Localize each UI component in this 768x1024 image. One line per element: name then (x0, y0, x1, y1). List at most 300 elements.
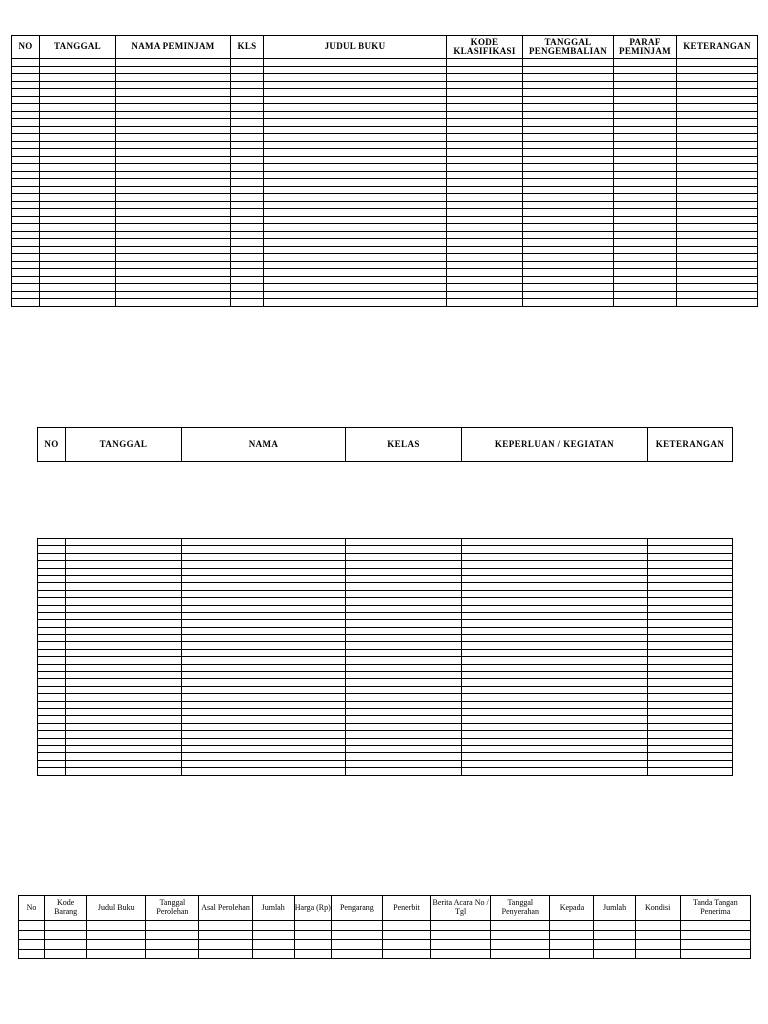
blank-entry-cell (331, 940, 382, 950)
blank-entry-cell (346, 745, 462, 752)
blank-entry-cell (116, 179, 231, 187)
blank-entry-cell (264, 194, 447, 202)
blank-entry-cell (491, 921, 550, 931)
blank-entry-cell (38, 672, 66, 679)
blank-entry-cell (680, 921, 750, 931)
blank-entry-cell (38, 561, 66, 568)
inventory-header-cell: Kepada (550, 896, 594, 921)
blank-entry-cell (182, 620, 346, 627)
blank-entry-cell (447, 269, 523, 277)
blank-entry-cell (431, 949, 491, 959)
blank-entry-cell (38, 553, 66, 560)
visit-log-row (38, 723, 733, 730)
blank-entry-cell (40, 239, 116, 247)
blank-entry-cell (648, 701, 733, 708)
blank-entry-cell (346, 731, 462, 738)
blank-entry-cell (40, 194, 116, 202)
blank-entry-cell (447, 119, 523, 127)
blank-entry-cell (40, 186, 116, 194)
blank-entry-cell (462, 694, 648, 701)
blank-entry-cell (38, 731, 66, 738)
visit-log-row (38, 760, 733, 767)
blank-entry-cell (231, 231, 264, 239)
blank-entry-cell (677, 179, 758, 187)
blank-entry-cell (677, 276, 758, 284)
blank-entry-cell (87, 930, 146, 940)
blank-entry-cell (346, 561, 462, 568)
blank-entry-cell (648, 753, 733, 760)
blank-entry-cell (12, 171, 40, 179)
blank-entry-cell (116, 269, 231, 277)
blank-entry-cell (648, 642, 733, 649)
blank-entry-cell (677, 156, 758, 164)
blank-entry-cell (614, 239, 677, 247)
blank-entry-cell (594, 921, 635, 931)
blank-entry-cell (677, 66, 758, 74)
loan-header-cell: JUDUL BUKU (264, 36, 447, 59)
blank-entry-cell (462, 753, 648, 760)
blank-entry-cell (523, 134, 614, 142)
blank-entry-cell (66, 723, 182, 730)
blank-entry-cell (523, 104, 614, 112)
blank-entry-cell (677, 89, 758, 97)
blank-entry-cell (294, 930, 331, 940)
blank-entry-cell (66, 553, 182, 560)
blank-entry-cell (231, 254, 264, 262)
blank-entry-cell (38, 575, 66, 582)
blank-entry-cell (38, 649, 66, 656)
blank-entry-cell (182, 590, 346, 597)
blank-entry-cell (523, 216, 614, 224)
blank-entry-cell (462, 760, 648, 767)
blank-entry-cell (40, 269, 116, 277)
blank-entry-cell (523, 231, 614, 239)
blank-entry-cell (346, 546, 462, 553)
loan-register-row (12, 269, 758, 277)
visit-log-row (38, 620, 733, 627)
blank-entry-cell (346, 716, 462, 723)
blank-entry-cell (252, 940, 294, 950)
blank-entry-cell (614, 74, 677, 82)
visit-log-row (38, 561, 733, 568)
blank-entry-cell (523, 261, 614, 269)
blank-entry-cell (614, 224, 677, 232)
visit-log-row (38, 583, 733, 590)
blank-entry-cell (40, 276, 116, 284)
blank-entry-cell (182, 686, 346, 693)
blank-entry-cell (40, 299, 116, 307)
blank-entry-cell (66, 708, 182, 715)
blank-entry-cell (264, 284, 447, 292)
loan-register-body (12, 59, 758, 307)
blank-entry-cell (614, 66, 677, 74)
visit-log-row (38, 731, 733, 738)
loan-header-cell: TANGGAL PENGEMBALIAN (523, 36, 614, 59)
loan-header-cell: KLS (231, 36, 264, 59)
blank-entry-cell (614, 261, 677, 269)
blank-entry-cell (382, 921, 430, 931)
blank-entry-cell (38, 612, 66, 619)
blank-entry-cell (264, 96, 447, 104)
blank-entry-cell (264, 134, 447, 142)
blank-entry-cell (264, 201, 447, 209)
blank-entry-cell (346, 738, 462, 745)
blank-entry-cell (231, 111, 264, 119)
blank-entry-cell (231, 246, 264, 254)
blank-entry-cell (182, 723, 346, 730)
loan-register-row (12, 141, 758, 149)
blank-entry-cell (462, 701, 648, 708)
blank-entry-cell (614, 246, 677, 254)
blank-entry-cell (66, 583, 182, 590)
blank-entry-cell (231, 194, 264, 202)
blank-entry-cell (264, 246, 447, 254)
blank-entry-cell (66, 546, 182, 553)
blank-entry-cell (116, 171, 231, 179)
blank-entry-cell (66, 657, 182, 664)
blank-entry-cell (66, 539, 182, 546)
blank-entry-cell (12, 164, 40, 172)
inventory-header-cell: Tanggal Perolehan (146, 896, 199, 921)
blank-entry-cell (40, 141, 116, 149)
blank-entry-cell (182, 664, 346, 671)
blank-entry-cell (182, 612, 346, 619)
blank-entry-cell (12, 81, 40, 89)
inventory-header-cell: Jumlah (594, 896, 635, 921)
blank-entry-cell (116, 284, 231, 292)
blank-entry-cell (66, 672, 182, 679)
blank-entry-cell (231, 59, 264, 67)
blank-entry-cell (231, 126, 264, 134)
blank-entry-cell (346, 568, 462, 575)
blank-entry-cell (346, 686, 462, 693)
blank-entry-cell (182, 701, 346, 708)
blank-entry-cell (66, 635, 182, 642)
blank-entry-cell (12, 149, 40, 157)
blank-entry-cell (231, 224, 264, 232)
blank-entry-cell (447, 224, 523, 232)
blank-entry-cell (491, 930, 550, 940)
blank-entry-cell (116, 164, 231, 172)
blank-entry-cell (523, 179, 614, 187)
blank-entry-cell (677, 126, 758, 134)
blank-entry-cell (462, 716, 648, 723)
loan-register-row (12, 186, 758, 194)
blank-entry-cell (462, 575, 648, 582)
blank-entry-cell (447, 134, 523, 142)
blank-entry-cell (294, 921, 331, 931)
blank-entry-cell (462, 612, 648, 619)
blank-entry-cell (182, 672, 346, 679)
blank-entry-cell (648, 657, 733, 664)
blank-entry-cell (116, 216, 231, 224)
blank-entry-cell (648, 546, 733, 553)
visit-log-row (38, 768, 733, 775)
blank-entry-cell (594, 949, 635, 959)
blank-entry-cell (382, 940, 430, 950)
blank-entry-cell (294, 949, 331, 959)
blank-entry-cell (45, 940, 87, 950)
blank-entry-cell (523, 59, 614, 67)
blank-entry-cell (66, 701, 182, 708)
blank-entry-cell (462, 686, 648, 693)
inventory-header-cell: Pengarang (331, 896, 382, 921)
blank-entry-cell (146, 940, 199, 950)
blank-entry-cell (231, 119, 264, 127)
blank-entry-cell (447, 96, 523, 104)
blank-entry-cell (264, 216, 447, 224)
blank-entry-cell (231, 141, 264, 149)
blank-entry-cell (231, 291, 264, 299)
blank-entry-cell (12, 111, 40, 119)
blank-entry-cell (231, 81, 264, 89)
inventory-header-cell: Tanda Tangan Penerima (680, 896, 750, 921)
blank-entry-cell (66, 745, 182, 752)
blank-entry-cell (12, 141, 40, 149)
blank-entry-cell (66, 590, 182, 597)
visit-header-cell: KETERANGAN (648, 428, 733, 462)
blank-entry-cell (116, 224, 231, 232)
blank-entry-cell (116, 209, 231, 217)
blank-entry-cell (523, 284, 614, 292)
blank-entry-cell (12, 96, 40, 104)
blank-entry-cell (12, 104, 40, 112)
blank-entry-cell (264, 299, 447, 307)
blank-entry-cell (12, 291, 40, 299)
blank-entry-cell (66, 642, 182, 649)
blank-entry-cell (116, 74, 231, 82)
blank-entry-cell (182, 694, 346, 701)
blank-entry-cell (447, 156, 523, 164)
inventory-header-cell: Jumlah (252, 896, 294, 921)
blank-entry-cell (346, 598, 462, 605)
blank-entry-cell (264, 104, 447, 112)
blank-entry-cell (38, 694, 66, 701)
loan-register-row (12, 74, 758, 82)
loan-register-header-row (12, 36, 758, 59)
blank-entry-cell (635, 949, 680, 959)
blank-entry-cell (523, 299, 614, 307)
blank-entry-cell (146, 930, 199, 940)
blank-entry-cell (264, 74, 447, 82)
blank-entry-cell (231, 134, 264, 142)
blank-entry-cell (614, 254, 677, 262)
blank-entry-cell (462, 590, 648, 597)
blank-entry-cell (447, 291, 523, 299)
blank-entry-cell (462, 708, 648, 715)
blank-entry-cell (231, 186, 264, 194)
blank-entry-cell (40, 231, 116, 239)
blank-entry-cell (462, 561, 648, 568)
inventory-row (19, 949, 751, 959)
blank-entry-cell (462, 745, 648, 752)
blank-entry-cell (346, 664, 462, 671)
blank-entry-cell (648, 686, 733, 693)
blank-entry-cell (38, 701, 66, 708)
blank-entry-cell (40, 164, 116, 172)
visit-log-row (38, 716, 733, 723)
blank-entry-cell (462, 583, 648, 590)
blank-entry-cell (182, 716, 346, 723)
blank-entry-cell (66, 620, 182, 627)
blank-entry-cell (40, 201, 116, 209)
blank-entry-cell (40, 246, 116, 254)
blank-entry-cell (677, 186, 758, 194)
blank-entry-cell (264, 239, 447, 247)
blank-entry-cell (550, 940, 594, 950)
blank-entry-cell (431, 940, 491, 950)
blank-entry-cell (66, 760, 182, 767)
inventory-header-cell: No (19, 896, 45, 921)
visit-log-row (38, 598, 733, 605)
blank-entry-cell (231, 299, 264, 307)
blank-entry-cell (447, 89, 523, 97)
blank-entry-cell (523, 201, 614, 209)
blank-entry-cell (231, 284, 264, 292)
blank-entry-cell (462, 664, 648, 671)
blank-entry-cell (462, 635, 648, 642)
blank-entry-cell (462, 546, 648, 553)
blank-entry-cell (677, 81, 758, 89)
blank-entry-cell (231, 171, 264, 179)
blank-entry-cell (38, 598, 66, 605)
blank-entry-cell (38, 620, 66, 627)
blank-entry-cell (648, 760, 733, 767)
blank-entry-cell (264, 269, 447, 277)
inventory-header-cell: Judul Buku (87, 896, 146, 921)
blank-entry-cell (66, 575, 182, 582)
blank-entry-cell (12, 119, 40, 127)
visit-log-row (38, 568, 733, 575)
blank-entry-cell (12, 276, 40, 284)
blank-entry-cell (38, 539, 66, 546)
blank-entry-cell (40, 171, 116, 179)
blank-entry-cell (614, 299, 677, 307)
loan-register-row (12, 179, 758, 187)
blank-entry-cell (447, 111, 523, 119)
blank-entry-cell (231, 239, 264, 247)
blank-entry-cell (635, 921, 680, 931)
blank-entry-cell (614, 269, 677, 277)
inventory-header-row (19, 896, 751, 921)
blank-entry-cell (677, 224, 758, 232)
blank-entry-cell (614, 216, 677, 224)
blank-entry-cell (40, 224, 116, 232)
blank-entry-cell (264, 261, 447, 269)
blank-entry-cell (40, 126, 116, 134)
inventory-header-cell: Berita Acara No / Tgl (431, 896, 491, 921)
blank-entry-cell (231, 261, 264, 269)
blank-entry-cell (40, 291, 116, 299)
blank-entry-cell (614, 201, 677, 209)
visit-header-cell: NO (38, 428, 66, 462)
blank-entry-cell (523, 164, 614, 172)
inventory-handover-table (18, 895, 751, 959)
blank-entry-cell (116, 156, 231, 164)
blank-entry-cell (462, 672, 648, 679)
loan-register-row (12, 66, 758, 74)
blank-entry-cell (12, 74, 40, 82)
blank-entry-cell (677, 291, 758, 299)
blank-entry-cell (12, 89, 40, 97)
loan-register-row (12, 89, 758, 97)
blank-entry-cell (346, 768, 462, 775)
blank-entry-cell (550, 949, 594, 959)
blank-entry-cell (40, 284, 116, 292)
loan-register-row (12, 284, 758, 292)
blank-entry-cell (594, 940, 635, 950)
blank-entry-cell (146, 949, 199, 959)
blank-entry-cell (462, 539, 648, 546)
blank-entry-cell (19, 921, 45, 931)
blank-entry-cell (462, 768, 648, 775)
blank-entry-cell (116, 239, 231, 247)
blank-entry-cell (38, 642, 66, 649)
blank-entry-cell (231, 149, 264, 157)
blank-entry-cell (38, 738, 66, 745)
blank-entry-cell (462, 723, 648, 730)
blank-entry-cell (38, 723, 66, 730)
blank-entry-cell (38, 627, 66, 634)
blank-entry-cell (116, 96, 231, 104)
visit-log-row (38, 590, 733, 597)
blank-entry-cell (447, 261, 523, 269)
loan-register-row (12, 216, 758, 224)
blank-entry-cell (66, 568, 182, 575)
loan-register-row (12, 261, 758, 269)
blank-entry-cell (447, 284, 523, 292)
blank-entry-cell (182, 657, 346, 664)
visit-log-row (38, 627, 733, 634)
blank-entry-cell (447, 201, 523, 209)
blank-entry-cell (38, 679, 66, 686)
loan-register-row (12, 209, 758, 217)
blank-entry-cell (635, 940, 680, 950)
blank-entry-cell (264, 141, 447, 149)
blank-entry-cell (264, 254, 447, 262)
blank-entry-cell (12, 186, 40, 194)
blank-entry-cell (677, 74, 758, 82)
blank-entry-cell (447, 59, 523, 67)
blank-entry-cell (447, 141, 523, 149)
blank-entry-cell (614, 104, 677, 112)
visit-log-row (38, 664, 733, 671)
blank-entry-cell (447, 104, 523, 112)
blank-entry-cell (231, 201, 264, 209)
blank-entry-cell (523, 171, 614, 179)
loan-register-row (12, 201, 758, 209)
blank-entry-cell (116, 254, 231, 262)
blank-entry-cell (648, 539, 733, 546)
blank-entry-cell (648, 553, 733, 560)
blank-entry-cell (12, 216, 40, 224)
blank-entry-cell (40, 96, 116, 104)
blank-entry-cell (12, 209, 40, 217)
blank-entry-cell (462, 679, 648, 686)
blank-entry-cell (677, 59, 758, 67)
blank-entry-cell (648, 598, 733, 605)
blank-entry-cell (231, 89, 264, 97)
blank-entry-cell (38, 546, 66, 553)
blank-entry-cell (523, 74, 614, 82)
blank-entry-cell (648, 583, 733, 590)
blank-entry-cell (677, 164, 758, 172)
loan-header-cell: NO (12, 36, 40, 59)
blank-entry-cell (648, 561, 733, 568)
blank-entry-cell (614, 284, 677, 292)
blank-entry-cell (264, 156, 447, 164)
blank-entry-cell (116, 104, 231, 112)
